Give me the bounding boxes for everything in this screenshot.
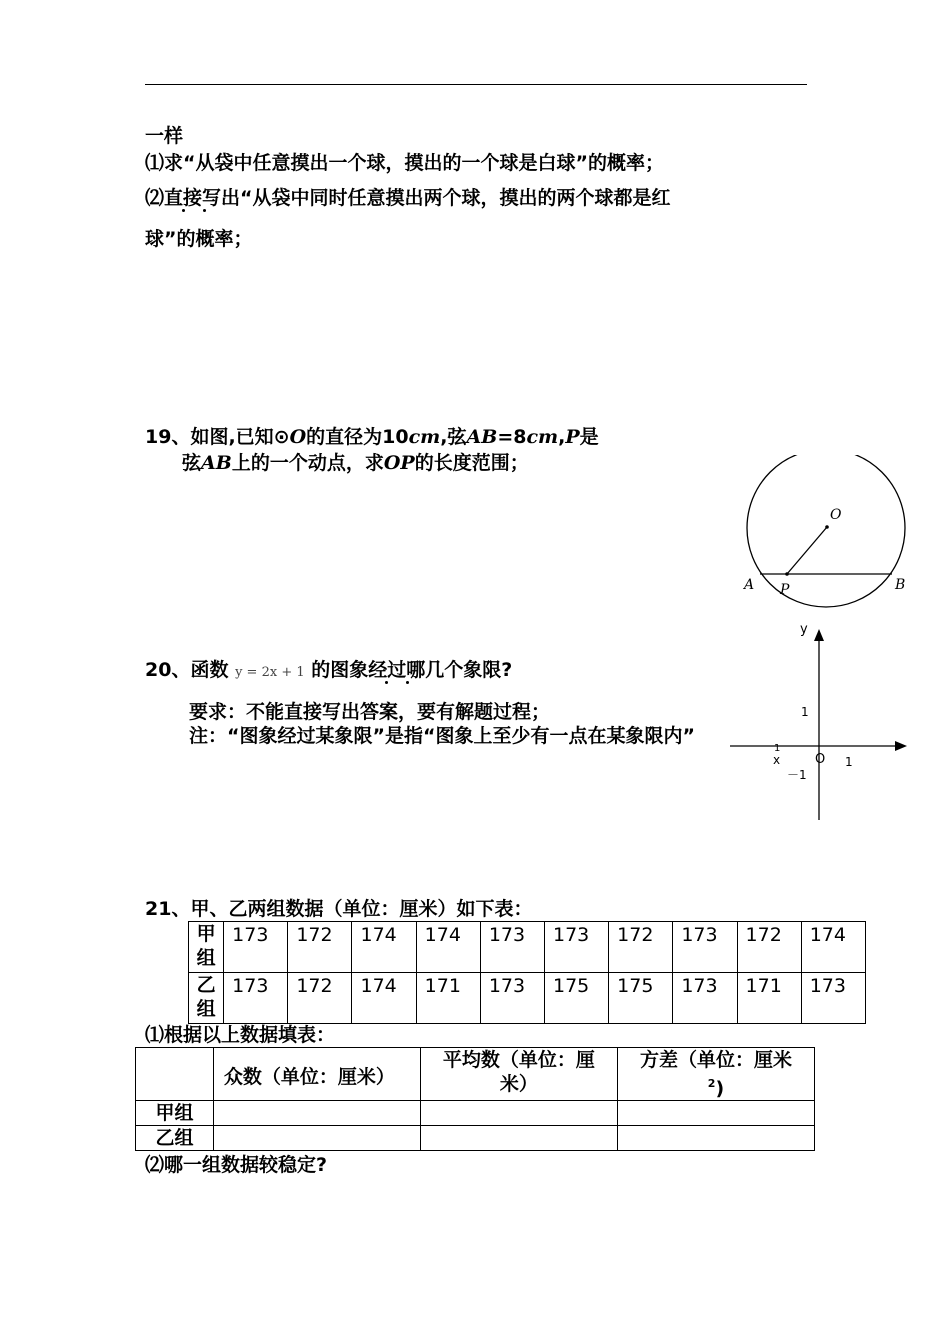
question-18-part-1: ⑴求“从袋中任意摸出一个球，摸出的一个球是白球”的概率；	[145, 152, 664, 174]
question-21-part-1: ⑴根据以上数据填表：	[145, 1024, 336, 1046]
label-b: B	[895, 577, 906, 593]
row-label: 甲组	[136, 1101, 214, 1126]
tick-y-neg-1: －1	[787, 768, 807, 782]
cell: 173	[673, 973, 737, 1024]
question-18-part-2-line-1: ⑵直接写出“从袋中同时任意摸出两个球，摸出的两个球都是红	[145, 187, 671, 209]
label-p: P	[780, 582, 790, 598]
cell: 172	[288, 973, 352, 1024]
formula: y = 2x + 1	[235, 665, 305, 680]
point-p	[785, 572, 789, 576]
origin-label: O	[815, 752, 826, 767]
tick-y-1: 1	[801, 705, 809, 719]
table-row	[136, 1126, 815, 1151]
fill-table	[135, 1047, 815, 1151]
x-axis-arrow	[895, 741, 907, 751]
question-21-title: 21、甲、乙两组数据（单位：厘米）如下表：	[145, 898, 533, 920]
y-axis-arrow	[814, 629, 824, 641]
answer-cell[interactable]	[213, 1101, 420, 1126]
question-20-requirement: 要求：不能直接写出答案，要有解题过程；	[189, 701, 551, 723]
question-21-part-2: ⑵哪一组数据较稳定?	[145, 1154, 328, 1176]
cell: 174	[416, 922, 480, 973]
answer-cell[interactable]	[617, 1126, 814, 1151]
cell: 171	[737, 973, 801, 1024]
answer-cell[interactable]	[420, 1101, 617, 1126]
cell: 172	[609, 922, 673, 973]
header-mode: 众数（单位：厘米）	[213, 1048, 420, 1101]
question-18-part-2-line-2: 球”的概率；	[145, 228, 253, 250]
row-label: 乙 组	[189, 973, 224, 1024]
circle-o	[747, 455, 905, 607]
center-point	[825, 525, 829, 529]
y-label: y	[800, 622, 808, 637]
answer-cell[interactable]	[617, 1101, 814, 1126]
question-19-line-2: 弦AB上的一个动点，求OP的长度范围；	[182, 452, 529, 474]
answer-cell[interactable]	[420, 1126, 617, 1151]
emphasis-dot	[406, 681, 409, 684]
cell: 172	[737, 922, 801, 973]
cell: 173	[801, 973, 865, 1024]
table-row	[189, 973, 866, 1024]
tick-x-1: 1	[845, 755, 853, 769]
continuation-text: 一样	[145, 125, 184, 147]
table-row	[136, 1048, 815, 1101]
label-o: O	[830, 507, 842, 523]
cell: 174	[801, 922, 865, 973]
question-19-line-1: 19、如图,已知⊙O的直径为10cm,弦AB=8cm,P是	[145, 426, 599, 448]
emphasis-dot	[203, 209, 206, 212]
cell: 172	[288, 922, 352, 973]
emphasis-dot	[385, 681, 388, 684]
cell: 173	[224, 973, 288, 1024]
answer-cell[interactable]	[213, 1126, 420, 1151]
x-label: x	[773, 753, 781, 767]
cell: 174	[352, 973, 416, 1024]
label-a: A	[744, 577, 755, 593]
cell: 175	[545, 973, 609, 1024]
data-table	[188, 921, 866, 1024]
emphasis-dot	[182, 209, 185, 212]
row-label: 乙组	[136, 1126, 214, 1151]
cell: 173	[224, 922, 288, 973]
cell: 173	[480, 922, 544, 973]
table-row	[136, 1101, 815, 1126]
cell: 171	[416, 973, 480, 1024]
header-mean: 平均数（单位：厘 米）	[420, 1048, 617, 1101]
table-row	[189, 922, 866, 973]
tick-neg-x-1: 1	[774, 743, 781, 754]
cell: 173	[480, 973, 544, 1024]
cell: 173	[673, 922, 737, 973]
coordinate-axes	[730, 615, 920, 825]
question-20-line-1: 20、函数 y = 2x + 1 的图象经过哪几个象限?	[145, 659, 513, 681]
row-label: 甲 组	[189, 922, 224, 973]
corner-cell	[136, 1048, 214, 1101]
cell: 174	[352, 922, 416, 973]
cell: 175	[609, 973, 673, 1024]
header-variance: 方差（单位：厘米 $^2$)	[617, 1048, 814, 1101]
cell: 173	[545, 922, 609, 973]
circle-figure	[735, 455, 925, 615]
header-rule	[145, 84, 807, 85]
question-20-note: 注：“图象经过某象限”是指“图象上至少有一点在某象限内”	[189, 725, 695, 747]
segment-op	[787, 527, 827, 574]
